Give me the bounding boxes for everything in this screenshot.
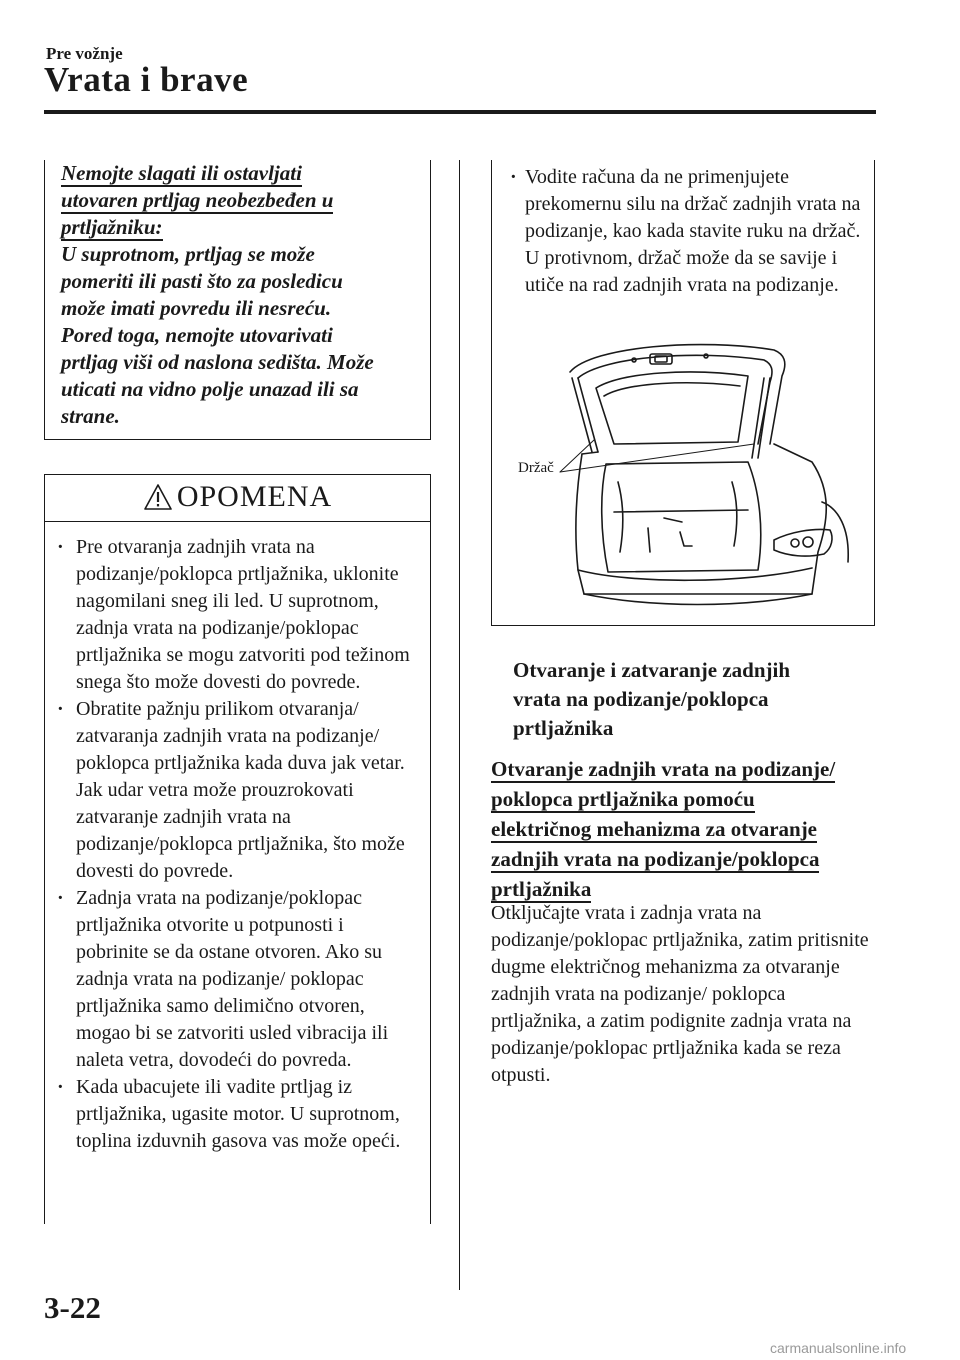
warning-title: OPOMENA (176, 480, 333, 513)
liftgate-open-illustration (512, 332, 857, 612)
caution-text (61, 160, 416, 430)
section-heading (513, 656, 873, 743)
warning-item: · Pre otvaranja zadnjih vrata na podizanje/poklopca prtljažnika, uklonite nagomilani sneg ili led. U suprotnom, zadnja vrata na podizanje/poklopac prtljažnika se mogu zatvoriti pod težinom snega što može dovesti do povrede. (69, 534, 420, 696)
page-number: 3-22 (44, 1290, 101, 1325)
subheading-line: Otvaranje zadnjih vrata na podizanje/ (491, 757, 836, 781)
caution-line: pomeriti ili pasti što za posledicu (61, 269, 343, 293)
warning-item: · Obratite pažnju prilikom otvaranja/ zatvaranja zadnjih vrata na podizanje/ poklopca prtljažnika kada duva jak vetar. Jak udar vetra može prouzrokovati zatvaranje zadnjih vrata na podizanje/poklopca prtljažnika, što može dovesti do povrede. (69, 696, 420, 885)
warning-item: · Kada ubacujete ili vadite prtljag iz prtljažnika, ugasite motor. U suprotnom, toplina izduvnih gasova vas može opeći. (69, 1074, 420, 1155)
warning-triangle-icon (143, 483, 173, 511)
caution-line: utovaren prtljag neobezbeđen u (61, 188, 334, 212)
caution-line: U suprotnom, prtljag se može (61, 242, 315, 266)
warning-header (45, 475, 430, 517)
subheading-line: poklopca prtljažnika pomoću (491, 787, 755, 811)
caution-line: strane. (61, 404, 120, 428)
subheading-line: prtljažnika (491, 877, 592, 901)
caution-line: uticati na vidno polje unazad ili sa (61, 377, 359, 401)
note-item: · Vodite računa da ne primenjujete prekomernu silu na držač zadnjih vrata na podizanje, kao kada stavite ruku na držač. U protivnom, držač može da se savije i utiče na rad zadnjih vrata na podizanje. (522, 164, 862, 299)
column-divider (459, 160, 460, 1290)
note-box (491, 160, 875, 626)
holder-label: Držač (518, 460, 554, 476)
note-list (492, 160, 874, 299)
page-title: Vrata i brave (44, 60, 249, 99)
subsection-heading (491, 754, 875, 904)
section-label: Pre vožnje (46, 44, 123, 63)
body-paragraph: Otključajte vrata i zadnja vrata na podizanje/poklopac prtljažnika, zatim pritisnite dugme električnog mehanizma za otvaranje zadnjih vrata na podizanje/ poklopca prtljažnika, a zatim podignite zadnja vrata na podizanje/poklopac prtljažnika kada se reza otpusti. (491, 902, 869, 1086)
heading-line: prtljažnika (513, 716, 614, 740)
caution-line: može imati povredu ili nesreću. (61, 296, 332, 320)
caution-box (44, 160, 431, 440)
heading-line: vrata na podizanje/poklopca (513, 687, 769, 711)
warning-list (45, 522, 430, 1155)
caution-line: prtljažniku: (61, 215, 163, 239)
warning-box (44, 474, 431, 1224)
caution-line: prtljag viši od naslona sedišta. Može (61, 350, 374, 374)
header-rule (44, 110, 876, 114)
subheading-line: zadnjih vrata na podizanje/poklopca (491, 847, 820, 871)
warning-item: · Zadnja vrata na podizanje/poklopac prtljažnika otvorite u potpunosti i pobrinite se da ostane otvoren. Ako su zadnja vrata na podizanje/ poklopac prtljažnika samo delimično otvoren, mogao bi se zatvoriti usled vibracija ili naleta vetra, dovodeći do povreda. (69, 885, 420, 1074)
caution-line: Pored toga, nemojte utovarivati (61, 323, 333, 347)
subheading-line: električnog mehanizma za otvaranje (491, 817, 818, 841)
caution-line: Nemojte slagati ili ostavljati (61, 161, 302, 185)
heading-line: Otvaranje i zatvaranje zadnjih (513, 658, 791, 682)
watermark: carmanualsonline.info (770, 1340, 907, 1356)
